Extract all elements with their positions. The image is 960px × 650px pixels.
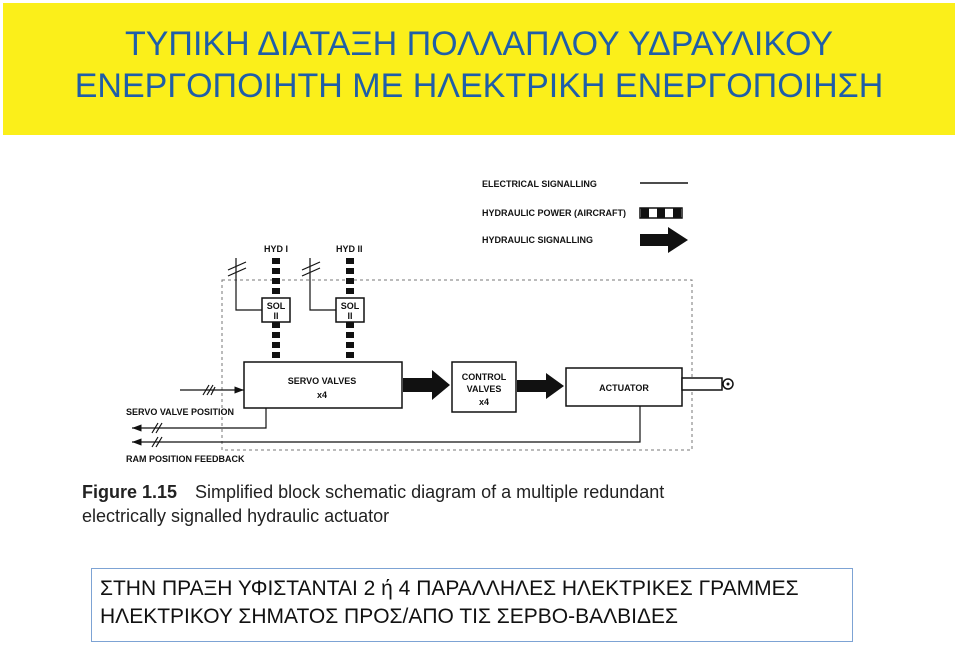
servo-valves-label: SERVO VALVES [287,376,357,386]
hyd-signal-arrow-1 [403,370,450,400]
control-valves-label-2: VALVES [466,384,502,394]
title-line-2: ΕΝΕΡΓΟΠΟΙΗΤΗ ΜΕ ΗΛΕΚΤΡΙΚΗ ΕΝΕΡΓΟΠΟΙΗΣΗ [74,67,884,105]
sol-1-label: SOL [266,301,286,311]
note-line-2: ΗΛΕΚΤΡΙΚΟΥ ΣΗΜΑΤΟΣ ΠΡΟΣ/ΑΠΟ ΤΙΣ ΣΕΡΒΟ-ΒΑΛΒΙΔΕΣ [100,605,679,628]
hyd-signal-arrow-2 [517,373,564,399]
figure-caption-line-1 [82,481,664,503]
electrical-line-sol-1 [228,258,262,310]
electrical-line-sol-2 [302,258,336,310]
figure-caption-text-1: Simplified block schematic diagram of a multiple redundant [195,482,665,502]
actuator-box [566,368,682,406]
servo-valves-count: x4 [316,390,328,400]
legend-hyd-power-label: HYDRAULIC POWER (AIRCRAFT) [482,208,626,218]
legend [482,179,688,253]
legend-hyd-power-symbol [640,208,682,218]
control-valves-label-1: CONTROL [461,372,507,382]
note-box [91,568,853,642]
solenoid-1-box [262,298,290,322]
note-line-1: ΣΤΗΝ ΠΡΑΞΗ ΥΦΙΣΤΑΝΤΑΙ 2 ή 4 ΠΑΡΑΛΛΗΛΕΣ ΗΛΕΚΤΡΙΚΕΣ ΓΡΑΜΜΕΣ [100,577,799,600]
legend-electrical-label: ELECTRICAL SIGNALLING [482,179,597,189]
figure-caption-line-2: electrically signalled hydraulic actuator [82,506,390,526]
servo-command-input [180,385,244,395]
hyd-1-label: HYD I [264,244,289,254]
sol-1-sub: II [273,311,279,321]
legend-hyd-signal-label: HYDRAULIC SIGNALLING [482,235,593,245]
figure-label: Figure 1.15 [82,482,178,502]
control-valves-count: x4 [478,397,490,407]
ram-position-feedback-label: RAM POSITION FEEDBACK [126,454,245,464]
servo-valves-box [244,362,402,408]
actuator-ram-rod [682,378,733,390]
sol-2-label: SOL [340,301,360,311]
legend-hyd-signal-arrow [640,227,688,253]
sol-2-sub: II [347,311,353,321]
solenoid-2-box [336,298,364,322]
hyd-2-label: HYD II [336,244,363,254]
title-line-1: ΤΥΠΙΚΗ ΔΙΑΤΑΞΗ ΠΟΛΛΑΠΛΟΥ ΥΔΡΑΥΛΙΚΟΥ [124,25,833,63]
control-valves-box [452,362,516,412]
servo-valve-position-label: SERVO VALVE POSITION [126,407,235,417]
actuator-label: ACTUATOR [599,383,649,393]
